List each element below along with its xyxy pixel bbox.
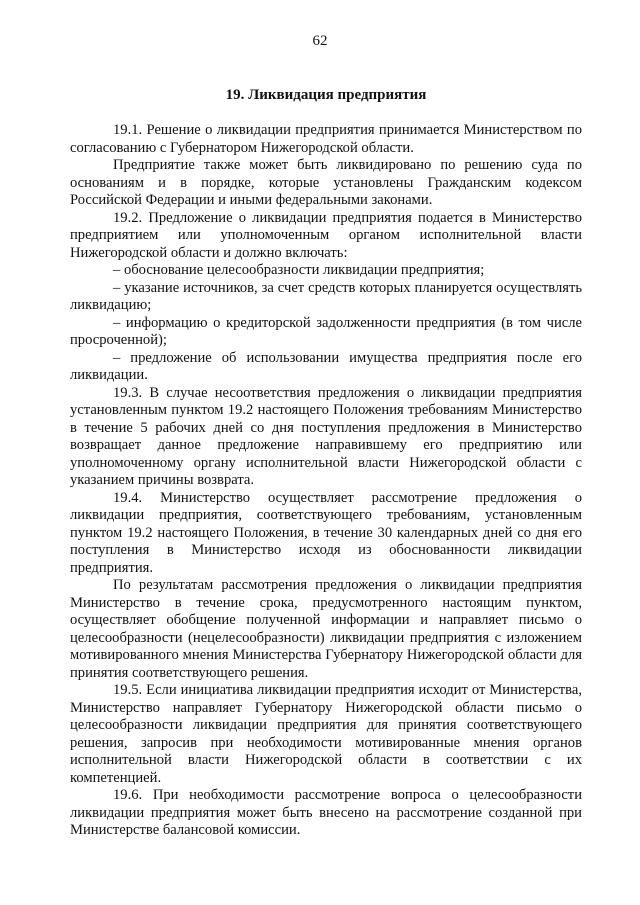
paragraph-review-results: По результатам рассмотрения предложения о ликвидации предприятия Министерство в течение срока, предусмотренного настоящим пунктом, осуществляет обобщение полученной информации и направляет письмо о целесообразности (нецелесообразности) ликвидации предприятия с изложением мотивированного мнения Министерства Губернатору Нижегородской области для принятия соответствующего решения. <box>70 577 582 681</box>
paragraph-19-1: 19.1. Решение о ликвидации предприятия принимается Министерством по согласованию с Губернатором Нижегородской области. <box>70 122 582 156</box>
page-number: 62 <box>312 33 328 49</box>
paragraph-court-liquidation: Предприятие также может быть ликвидировано по решению суда по основаниям и в порядке, которые установлены Гражданским кодексом Российской Федерации и иными федеральными законами. <box>70 157 582 208</box>
list-item-property-use: – предложение об использовании имущества предприятия после его ликвидации. <box>70 349 582 383</box>
list-item-funding-sources: – указание источников, за счет средств которых планируется осуществлять ликвидацию; <box>70 279 582 313</box>
section-title: 19. Ликвидация предприятия <box>225 87 427 103</box>
section-body <box>70 122 582 840</box>
paragraph-19-4: 19.4. Министерство осуществляет рассмотрение предложения о ликвидации предприятия, соответствующего требованиям, установленным пунктом 19.2 настоящего Положения, в течение 30 календарных дней со дня его поступления в Министерство исходя из обоснованности ликвидации предприятия. <box>70 489 582 576</box>
paragraph-19-2: 19.2. Предложение о ликвидации предприятия подается в Министерство предприятием или уполномоченным органом исполнительной власти Нижегородской области и должно включать: <box>70 209 582 261</box>
paragraph-19-5: 19.5. Если инициатива ликвидации предприятия исходит от Министерства, Министерство направляет Губернатору Нижегородской области письмо о целесообразности ликвидации предприятия для принятия соответствующего решения, запросив при необходимости мотивированные мнения органов исполнительной власти Нижегородской области в соответствии с их компетенцией. <box>70 682 582 786</box>
list-item-justification: – обоснование целесообразности ликвидации предприятия; <box>113 262 485 278</box>
list-item-creditor-debt: – информацию о кредиторской задолженности предприятия (в том числе просроченной); <box>70 314 582 348</box>
paragraph-19-3: 19.3. В случае несоответствия предложения о ликвидации предприятия установленным пунктом 19.2 настоящего Положения требованиям Министерство в течение 5 рабочих дней со дня поступления предложения в Министерство возвращает данное предложение направившему его предприятию или уполномоченному органу исполнительной власти Нижегородской области с указанием причины возврата. <box>70 384 582 488</box>
paragraph-19-6: 19.6. При необходимости рассмотрение вопроса о целесообразности ликвидации предприятия может быть внесено на рассмотрение созданной при Министерстве балансовой комиссии. <box>70 787 582 838</box>
